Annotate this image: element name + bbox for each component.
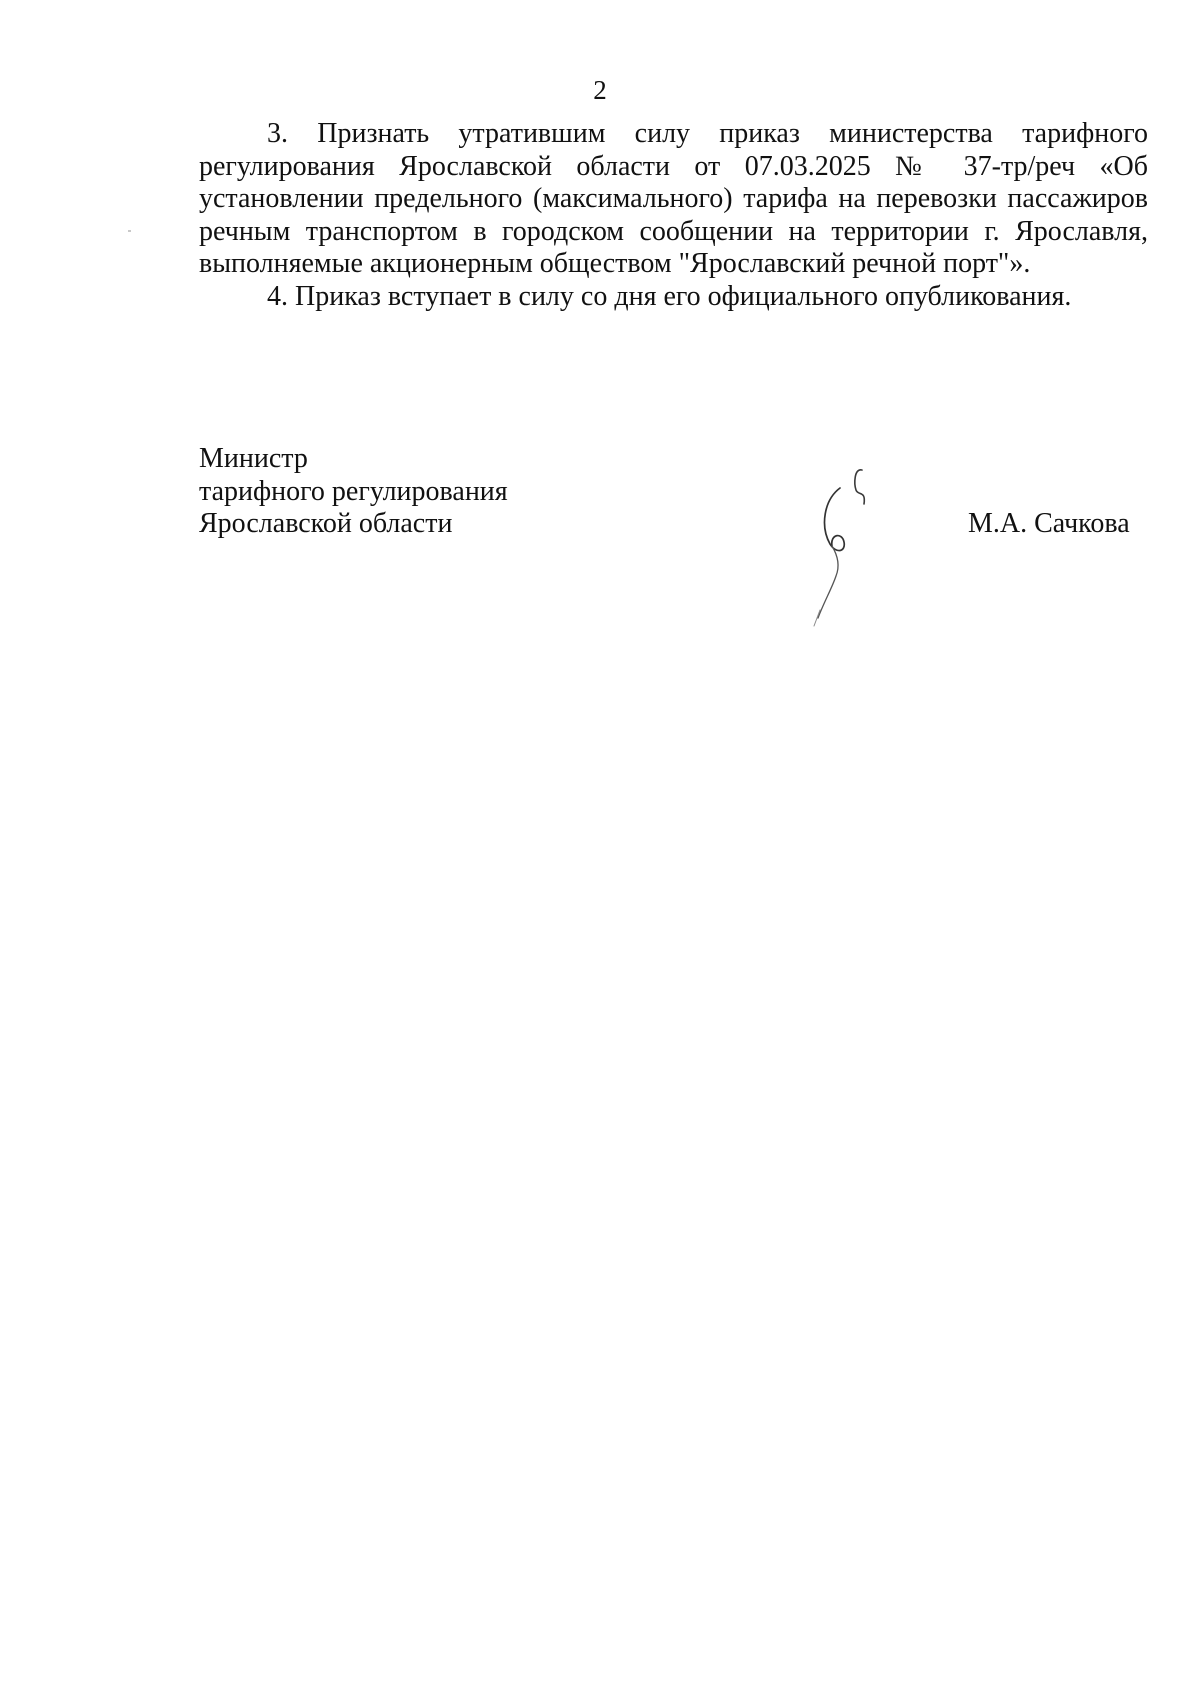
signature-position-block	[199, 443, 508, 541]
paragraph-4: 4. Приказ вступает в силу со дня его официального опубликования.	[267, 280, 1072, 312]
signer-title-line-2: тарифного регулирования	[199, 475, 508, 507]
signer-title-line-3: Ярославской области	[199, 508, 453, 539]
document-body	[199, 118, 1148, 313]
signer-name: М.А. Сачкова	[968, 508, 1130, 539]
page-number: 2	[593, 75, 607, 105]
paragraph-3: 3. Признать утратившим силу приказ министерства тарифного регулирования Ярославской области от 07.03.2025 № 37-тр/реч «Об установлении предельного (максимального) тарифа на перевозки пассажиров речным транспортом в городском сообщении на территории г. Ярославля, выполняемые акционерным обществом "Ярославский речной порт"».	[199, 118, 1148, 279]
signer-title-line-1: Министр	[199, 443, 308, 474]
handwritten-signature	[810, 460, 880, 630]
scan-speck	[128, 230, 131, 232]
